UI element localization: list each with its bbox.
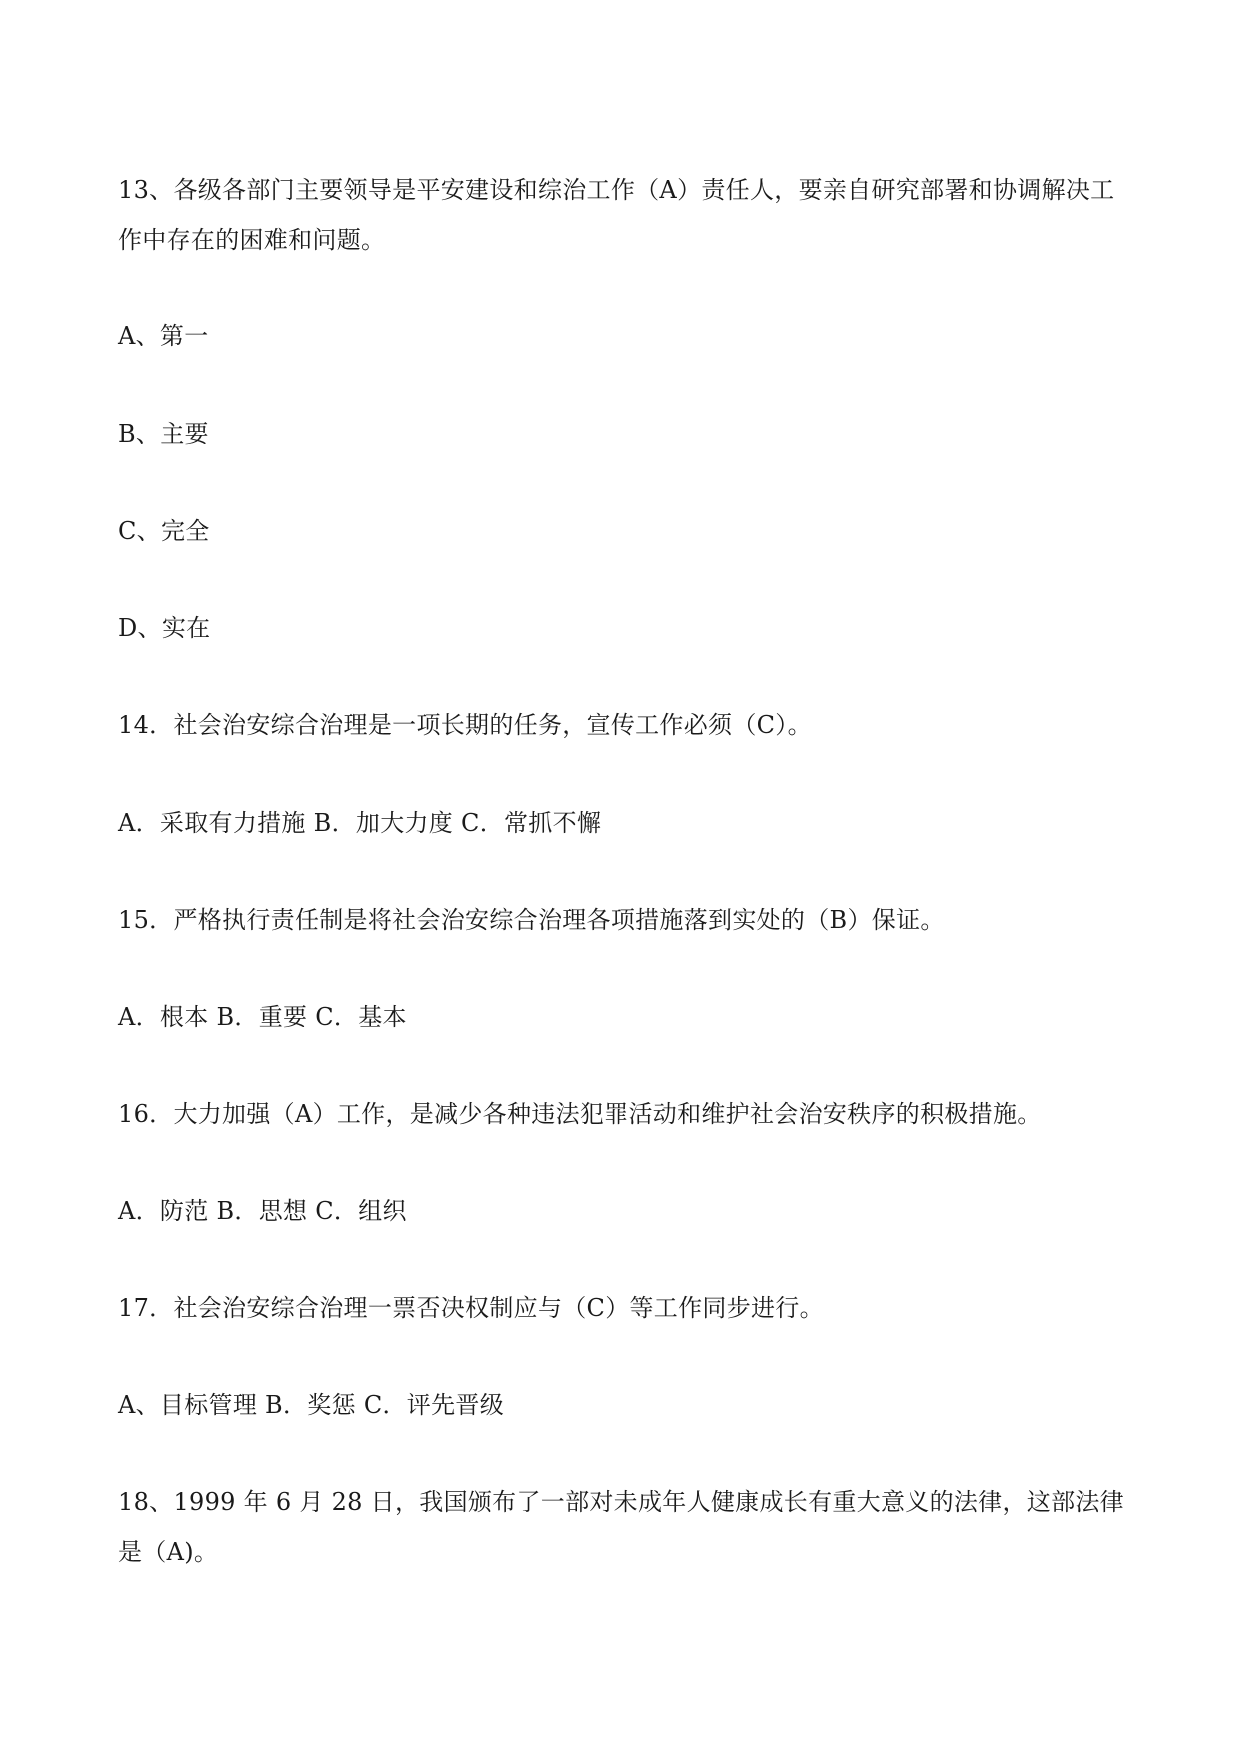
question-18-text-line-1: 18、1999 年 6 月 28 日，我国颁布了一部对未成年人健康成长有重大意义的法律，这部法律	[118, 1488, 1124, 1516]
question-15-text: 15．严格执行责任制是将社会治安综合治理各项措施落到实处的（B）保证。	[118, 906, 945, 934]
question-17-options: A、目标管理 B．奖惩 C．评先晋级	[118, 1391, 504, 1419]
question-18-text-line-2: 是（A)。	[118, 1538, 219, 1566]
question-17-text: 17．社会治安综合治理一票否决权制应与（C）等工作同步进行。	[118, 1294, 824, 1322]
question-13-text-line-1: 13、各级各部门主要领导是平安建设和综治工作（A）责任人，要亲自研究部署和协调解决工	[118, 176, 1115, 204]
question-13-text-line-2: 作中存在的困难和问题。	[118, 226, 386, 254]
question-14-options: A．采取有力措施 B．加大力度 C．常抓不懈	[118, 809, 602, 837]
question-16-options: A．防范 B．思想 C．组织	[118, 1197, 407, 1225]
question-13-option-d: D、实在	[118, 614, 211, 642]
question-13-option-a: A、第一	[118, 322, 209, 350]
question-16-text: 16．大力加强（A）工作，是减少各种违法犯罪活动和维护社会治安秩序的积极措施。	[118, 1100, 1042, 1128]
question-14-text: 14．社会治安综合治理是一项长期的任务，宣传工作必须（C）。	[118, 711, 812, 739]
question-15-options: A．根本 B．重要 C．基本	[118, 1003, 407, 1031]
question-13-option-c: C、完全	[118, 517, 210, 545]
question-13-option-b: B、主要	[118, 420, 209, 448]
